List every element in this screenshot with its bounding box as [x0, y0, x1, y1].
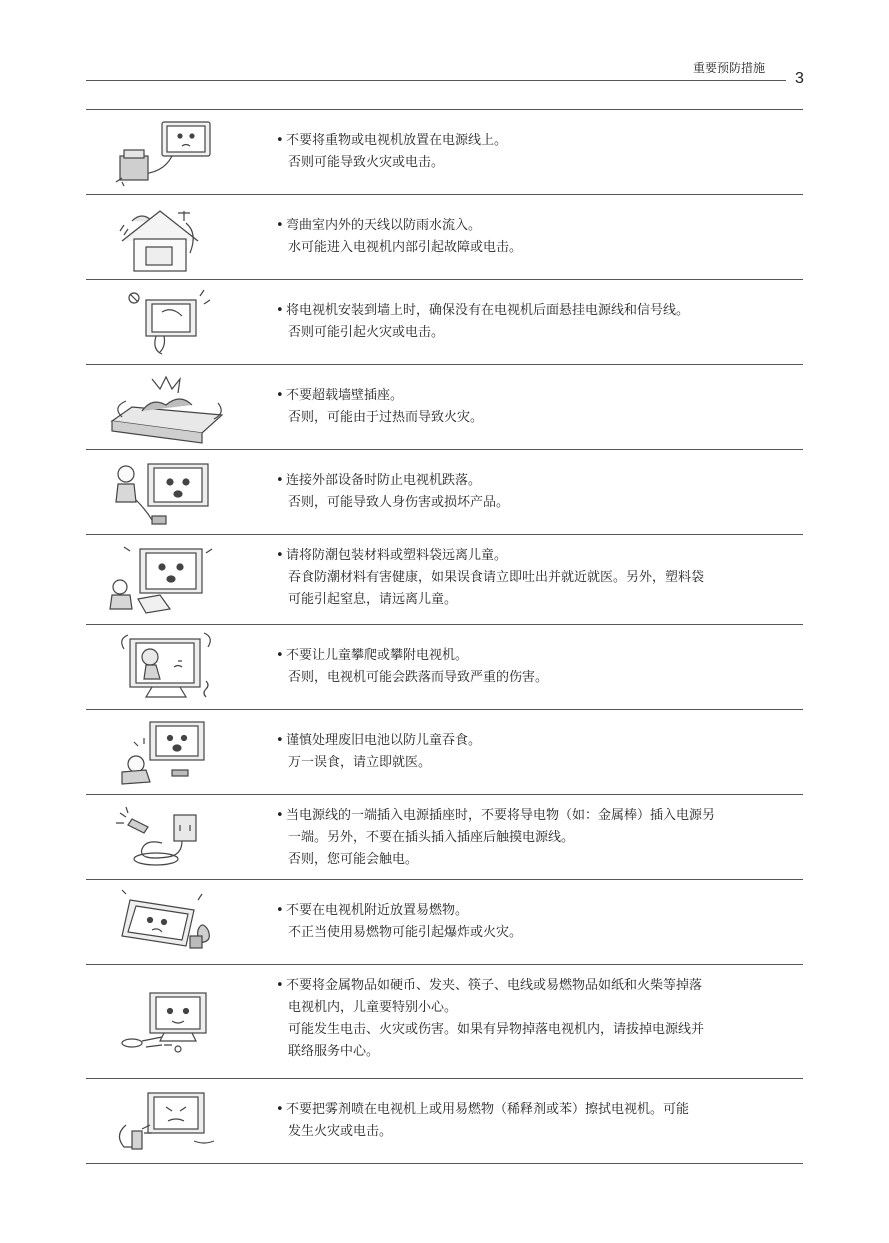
- divider: [86, 1163, 803, 1164]
- item-text-line: 万一误食，请立即就医。: [288, 755, 432, 770]
- precaution-item: [86, 365, 803, 449]
- precaution-item: [86, 450, 803, 534]
- item-text-line: • 弯曲室内外的天线以防雨水流入。: [286, 215, 803, 237]
- item-text-line: 否则，可能由于过热而导致火灾。: [288, 410, 484, 425]
- item-text-line: 一端。另外，不要在插头插入插座后触摸电源线。: [288, 830, 575, 845]
- item-text-line: • 不要让儿童攀爬或攀附电视机。: [286, 645, 803, 667]
- flammable-near-tv-icon: [102, 886, 232, 958]
- item-text-line: • 不要把雾剂喷在电视机上或用易燃物（稀释剂或苯）擦拭电视机。可能: [286, 1099, 803, 1121]
- page-number: 3: [795, 70, 804, 87]
- overloaded-outlet-icon: [102, 371, 232, 445]
- item-text-line: 否则，电视机可能会跌落而导致严重的伤害。: [288, 670, 549, 685]
- precaution-item: [86, 880, 803, 964]
- item-text-line: 联络服务中心。: [288, 1044, 380, 1059]
- item-text-line: 不正当使用易燃物可能引起爆炸或火灾。: [288, 925, 523, 940]
- header-divider: [86, 80, 786, 81]
- item-text-line: • 当电源线的一端插入电源插座时，不要将导电物（如：金属棒）插入电源另: [286, 805, 803, 827]
- house-antenna-icon: [102, 201, 232, 273]
- precaution-item: [86, 195, 803, 279]
- child-climbing-tv-icon: [102, 631, 232, 703]
- metal-objects-tv-icon: [102, 987, 232, 1059]
- tv-cord-heavy-object-icon: [102, 116, 232, 188]
- item-text-line: • 不要将金属物品如硬币、发夹、筷子、电线或易燃物品如纸和火柴等掉落: [286, 975, 803, 997]
- item-text-line: 否则，可能导致人身伤害或损坏产品。: [288, 495, 510, 510]
- power-plug-metal-icon: [102, 801, 232, 873]
- item-text-line: 吞食防潮材料有害健康，如果误食请立即吐出并就近就医。另外，塑料袋: [288, 570, 705, 585]
- item-text-line: • 不要在电视机附近放置易燃物。: [286, 900, 803, 922]
- precaution-item: [86, 795, 803, 879]
- item-text-line: 电视机内，儿童要特别小心。: [288, 1000, 458, 1015]
- battery-child-icon: [102, 716, 232, 788]
- item-text-line: • 连接外部设备时防止电视机跌落。: [286, 470, 803, 492]
- item-text-line: 发生火灾或电击。: [288, 1124, 393, 1139]
- item-text-line: 否则，您可能会触电。: [288, 852, 419, 867]
- item-text-line: • 不要将重物或电视机放置在电源线上。: [286, 130, 803, 152]
- item-text-line: 可能引起窒息，请远离儿童。: [288, 592, 458, 607]
- item-text-line: • 不要超载墙壁插座。: [286, 385, 803, 407]
- item-text-line: • 请将防潮包装材料或塑料袋远离儿童。: [286, 545, 803, 567]
- precaution-item: [86, 1079, 803, 1163]
- precaution-item: [86, 535, 803, 624]
- item-text-line: • 谨慎处理废旧电池以防儿童吞食。: [286, 730, 803, 752]
- header-title: 重要预防措施: [693, 61, 766, 75]
- precaution-item: [86, 965, 803, 1078]
- item-text-line: 水可能进入电视机内部引起故障或电击。: [288, 240, 523, 255]
- child-plastic-bag-icon: [102, 543, 232, 617]
- precaution-item: [86, 625, 803, 709]
- precaution-item: [86, 110, 803, 194]
- precaution-item: [86, 710, 803, 794]
- item-text-line: • 将电视机安装到墙上时，确保没有在电视机后面悬挂电源线和信号线。: [286, 300, 803, 322]
- spray-tv-icon: [102, 1085, 232, 1157]
- item-text-line: 否则可能引起火灾或电击。: [288, 325, 445, 340]
- precaution-item: [86, 280, 803, 364]
- item-text-line: 否则可能导致火灾或电击。: [288, 155, 445, 170]
- wall-mount-tv-icon: [102, 286, 232, 358]
- child-pulling-tv-icon: [102, 456, 232, 528]
- item-text-line: 可能发生电击、火灾或伤害。如果有异物掉落电视机内，请拔掉电源线并: [288, 1022, 705, 1037]
